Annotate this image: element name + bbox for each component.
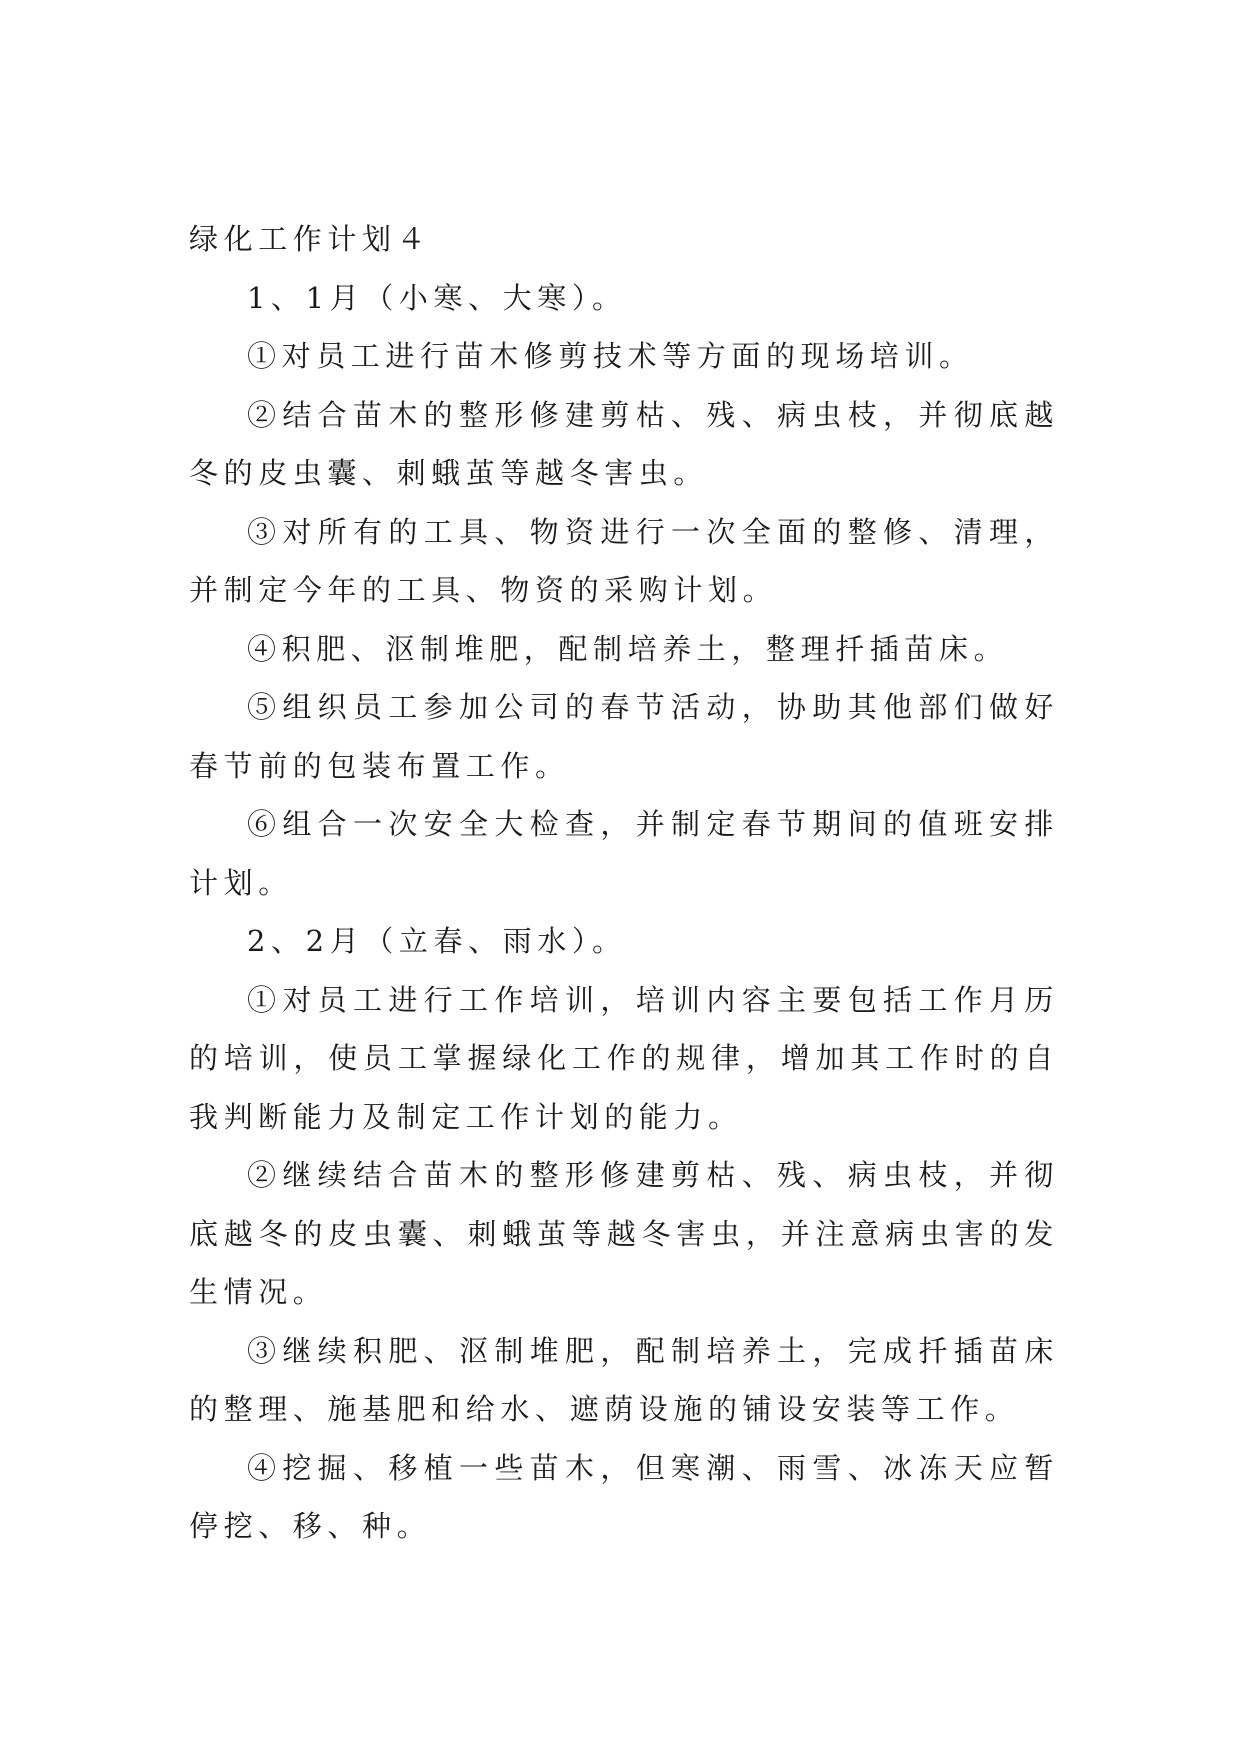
- document-title: 绿化工作计划４: [189, 222, 432, 256]
- paragraph-february-item-3: ③继续积肥、沤制堆肥，配制培养土，完成扦插苗床的整理、施基肥和给水、遮荫设施的铺设安装等工作。: [189, 1333, 1059, 1426]
- paragraph-january-heading: 1、1月（小寒、大寒）。: [247, 280, 627, 315]
- paragraph-january-item-6: ⑥组合一次安全大检查，并制定春节期间的值班安排计划。: [189, 807, 1059, 900]
- document-body: [189, 210, 1059, 1556]
- paragraph-january-item-2: ②结合苗木的整形修建剪枯、残、病虫枝，并彻底越冬的皮虫囊、刺蛾茧等越冬害虫。: [189, 397, 1059, 490]
- paragraph-january-item-5: ⑤组织员工参加公司的春节活动，协助其他部们做好春节前的包装布置工作。: [189, 690, 1059, 783]
- paragraph-january-item-3: ③对所有的工具、物资进行一次全面的整修、清理，并制定今年的工具、物资的采购计划。: [189, 514, 1059, 607]
- paragraph-february-heading: 2、2月（立春、雨水）。: [247, 924, 627, 958]
- paragraph-february-item-4: ④挖掘、移植一些苗木，但寒潮、雨雪、冰冻天应暂停挖、移、种。: [189, 1450, 1059, 1543]
- paragraph-january-item-4: ④积肥、沤制堆肥，配制培养土，整理扦插苗床。: [247, 631, 1009, 666]
- paragraph-february-item-1: ①对员工进行工作培训，培训内容主要包括工作月历的培训，使员工掌握绿化工作的规律，增加其工作时的自我判断能力及制定工作计划的能力。: [189, 982, 1059, 1134]
- paragraph-january-item-1: ①对员工进行苗木修剪技术等方面的现场培训。: [247, 339, 974, 373]
- paragraph-february-item-2: ②继续结合苗木的整形修建剪枯、残、病虫枝，并彻底越冬的皮虫囊、刺蛾茧等越冬害虫，并注意病虫害的发生情况。: [189, 1158, 1059, 1309]
